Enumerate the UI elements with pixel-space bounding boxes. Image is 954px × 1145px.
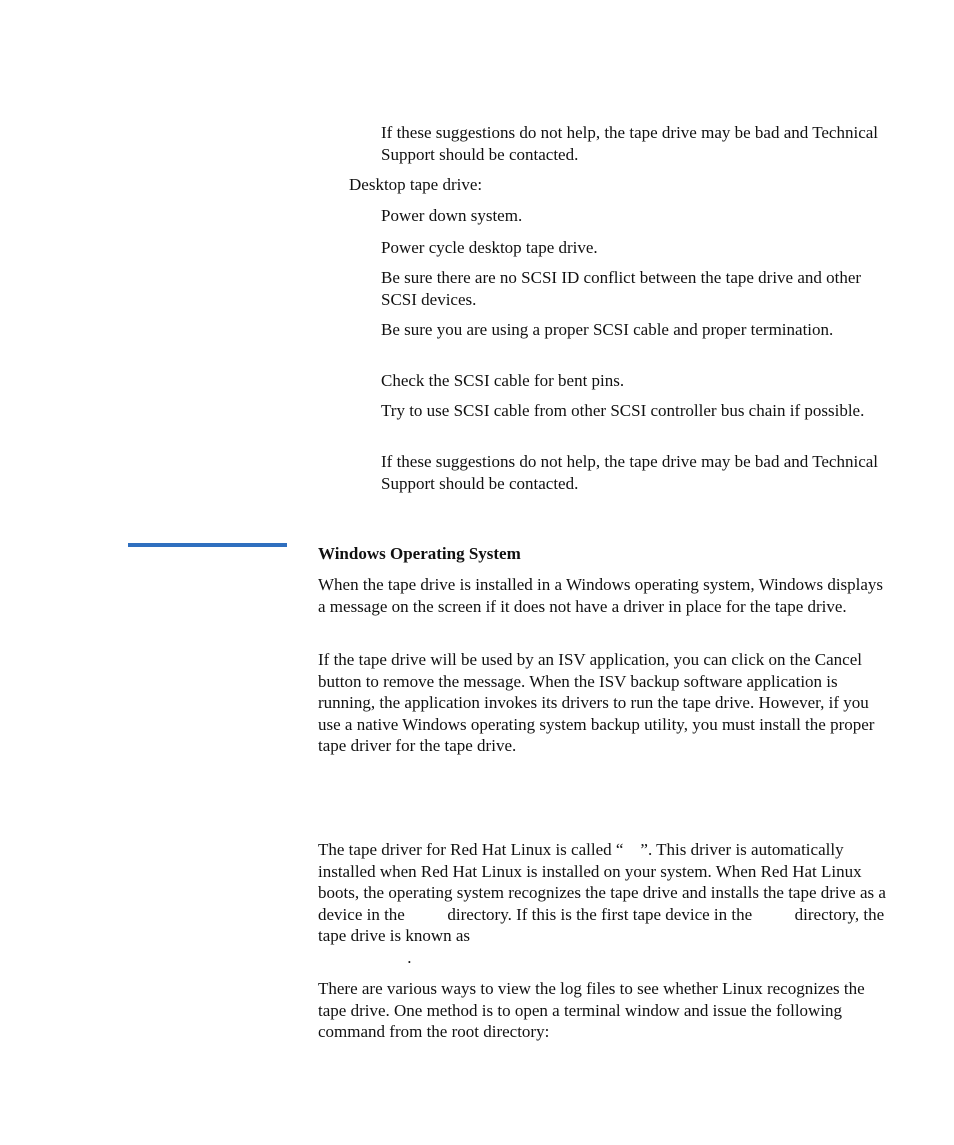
desktop-tape-drive-label: Desktop tape drive:: [349, 175, 483, 194]
desktop-intro-suggestion: If these suggestions do not help, the tape drive may be bad and Technical Support should be contacted.: [381, 123, 879, 164]
windows-paragraph-1: When the tape drive is installed in a Windows operating system, Windows displays a message on the screen if it does not have a driver in place for the tape drive.: [318, 575, 884, 616]
desktop-step-3: Be sure there are no SCSI ID conflict between the tape drive and other SCSI devices.: [381, 268, 862, 309]
windows-section-heading: Windows Operating System: [318, 544, 521, 563]
linux-paragraph-2: There are various ways to view the log files to see whether Linux recognizes the tape drive. One method is to open a terminal window and issue the following command from the root directory:: [318, 979, 865, 1041]
windows-paragraph-2: If the tape drive will be used by an ISV application, you can click on the Cancel button to remove the message. When the ISV backup software application is running, the application invokes its drivers to run the tape drive. However, if you use a native Windows operating system backup utility, you must install the proper tape driver for the tape drive.: [318, 650, 875, 755]
desktop-step-6: Try to use SCSI cable from other SCSI controller bus chain if possible.: [381, 401, 865, 420]
desktop-step-4: Be sure you are using a proper SCSI cable and proper termination.: [381, 320, 834, 339]
desktop-step-2: Power cycle desktop tape drive.: [381, 238, 598, 257]
section-rule: [128, 543, 287, 547]
desktop-step-7: If these suggestions do not help, the tape drive may be bad and Technical Support should be contacted.: [381, 452, 879, 493]
desktop-step-1: Power down system.: [381, 206, 523, 225]
desktop-step-5: Check the SCSI cable for bent pins.: [381, 371, 625, 390]
linux-paragraph-1: The tape driver for Red Hat Linux is called “ ”. This driver is automatically installed when Red Hat Linux is installed on your system. When Red Hat Linux boots, the operating system recognizes the tape drive and installs the tape drive as a device in the directory. If this is the first tape device in the directory, the tape drive is known as .: [318, 840, 886, 967]
